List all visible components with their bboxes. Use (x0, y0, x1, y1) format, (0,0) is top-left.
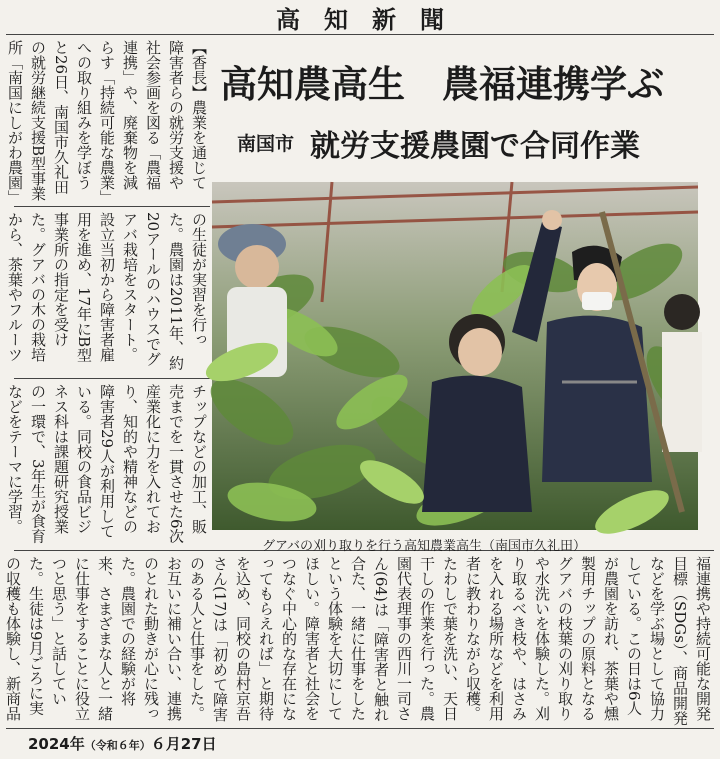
dateline-year: 2024年 (28, 735, 85, 753)
article-text-middle: チップなどの加工、販売までを一貫させた6次産業化に力を入れており、知的や精神などの障害者29人が利用している。同校の食品ビジネス科は課題研究授業の一環で、3年生が食育などをテーマに学習。 (6, 384, 208, 544)
column-rule-2 (14, 378, 210, 379)
masthead-rule (6, 34, 714, 35)
photo-illustration (212, 182, 698, 530)
article-text-bottom: 福連携や持続可能な開発目標（SDGs）、商品開発などを学ぶ場として協力している。この日は6人が農園を訪れ、茶葉や燻製用チップの原料となるグアバの枝葉の刈り取りや水洗いを体験した。刈り取るべき枝や、はさみを入れる場所などを利用者に教わりながら収穫。たわしで葉を洗い、天日干しの作業を行った。農園代表理事の西川一司さん(64)は「障害者と触れ合た、一緒に仕事をしたという体験を大切にしてほしい。障害者と社会をつなぐ中心的な存在になってもらえれば」と期待を込め、同校の島村京吾さん(17)は「初めて障害のある人と仕事をした。お互いに補い合い、連携のとれた動きが心に残った。農園での経験が将来、さまざまな人と一緒に仕事をすることに役立つと思う」と話していた。生徒は9月ごろに実の収穫も体験し、新商品 (4, 556, 712, 726)
subhead-place: 南国市 (237, 133, 295, 155)
footer-rule (6, 728, 714, 729)
article-text-top: 【香長】農業を通じて障害者らの就労支援や社会参画を図る「農福連携」や、廃棄物を減らす「持続可能な農業」への取り組みを学ぼうと26日、南国市久礼田の就労継続支援B型事業所「南国にしがわ農園」 (6, 40, 208, 202)
dateline (28, 733, 217, 754)
photo-caption: グアバの刈り取りを行う高知農業高生（南国市久礼田） (262, 539, 586, 554)
subhead: 就労支援農園で合同作業 (310, 129, 640, 164)
column-rule-1 (14, 206, 210, 207)
headline: 高知農高生 農福連携学ぶ (220, 63, 664, 106)
article-text-left-lower: の生徒が実習を行った。農園は2011年、約20アールのハウスでグアバ栽培をスタート。設立当初から障害者雇用を進め、17年にB型事業所の指定を受けた。グアバの木の栽培から、茶葉やフルーツ (6, 212, 208, 371)
news-photo (212, 182, 698, 530)
dateline-era: （令和６年） (84, 739, 151, 752)
masthead: 高知新聞 (276, 4, 468, 34)
dateline-date: ６月27日 (150, 735, 217, 753)
